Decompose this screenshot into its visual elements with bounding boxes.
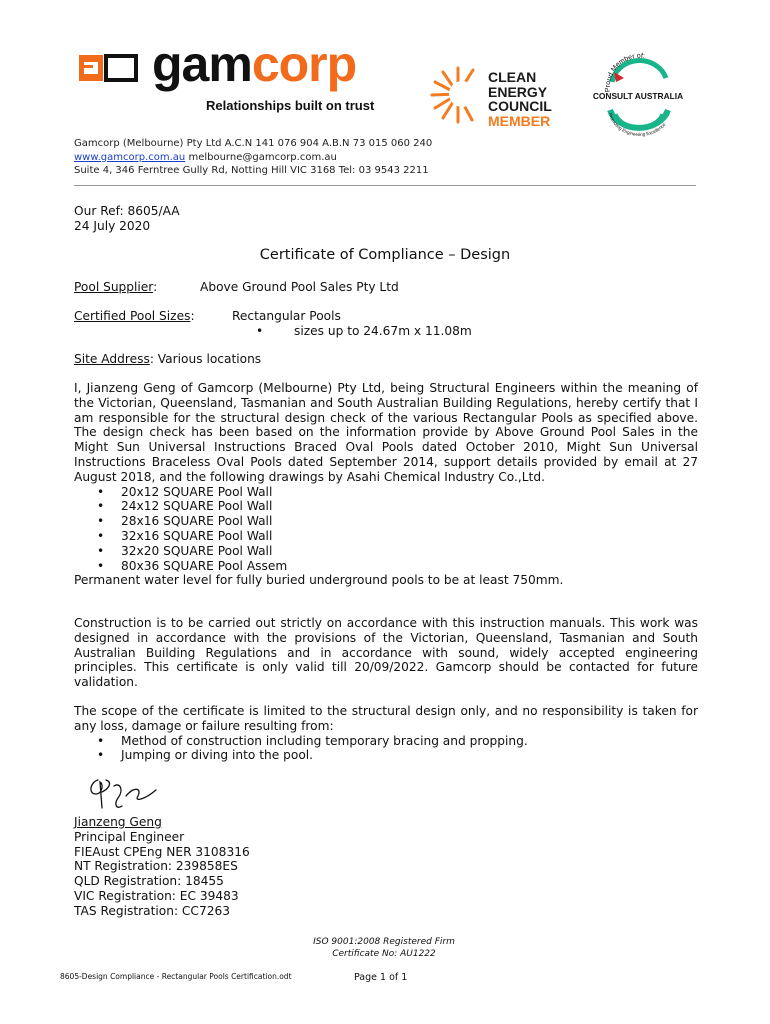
brand-corp: corp (251, 36, 357, 92)
tas-registration: TAS Registration: CC7263 (74, 903, 230, 918)
iso-line1: ISO 9001:2008 Registered Firm (313, 937, 455, 947)
vic-registration: VIC Registration: EC 39483 (74, 888, 239, 903)
gamcorp-logo-icon (78, 54, 138, 82)
footer-page-number: Page 1 of 1 (354, 972, 408, 983)
brand-gam: gam (152, 36, 252, 92)
list-item: • 24x12 SQUARE Pool Wall (74, 499, 698, 514)
signatory-name: Jianzeng Geng (74, 815, 162, 829)
scope-text: The scope of the certificate is limited to the structural design only, and no responsibility is taken for any loss, damage or failure resulting from: (74, 704, 698, 733)
water-level-note: Permanent water level for fully buried underground pools to be at least 750mm. (74, 573, 564, 588)
letter-date: 24 July 2020 (74, 218, 151, 233)
construction-paragraph: Construction is to be carried out strictly on accordance with this instruction manuals. This work was designed in accordance with the provisions of the Victorian, Queensland, Tasmanian and South Australian Building Regulations and in accordance with sound, widely accepted engineering principles. This certificate is only valid till 20/09/2022. Gamcorp should be contacted for future validation. (74, 616, 698, 690)
nt-registration: NT Registration: 239858ES (74, 859, 238, 874)
list-item: • 32x16 SQUARE Pool Wall (74, 529, 698, 544)
iso-block (274, 936, 494, 960)
pool-supplier-label: Pool Supplier: (74, 280, 158, 294)
list-item: • Jumping or diving into the pool. (74, 748, 698, 763)
signatory-title: Principal Engineer (74, 829, 185, 844)
list-item: • 28x16 SQUARE Pool Wall (74, 514, 698, 529)
list-item: • Method of construction including temporary bracing and propping. (74, 734, 698, 749)
bullet: • (256, 324, 264, 338)
cec-text (488, 70, 552, 128)
signatory-block (74, 815, 250, 919)
reference-block (74, 204, 180, 234)
contact-address: Suite 4, 346 Ferntree Gully Rd, Notting Hill VIC 3168 Tel: 03 9543 2211 (74, 165, 429, 176)
list-item: • 32x20 SQUARE Pool Wall (74, 544, 698, 559)
scope-paragraph (74, 704, 698, 763)
clean-energy-council-icon (428, 62, 482, 126)
website-link[interactable]: www.gamcorp.com.au (74, 151, 186, 163)
cec-line1: CLEAN (488, 69, 537, 85)
cec-line3: COUNCIL (488, 98, 552, 114)
ca-top-text: Proud Member of: (604, 52, 646, 93)
email: melbourne@gamcorp.com.au (185, 151, 337, 163)
company-registration: Gamcorp (Melbourne) Pty Ltd A.C.N 141 076 904 A.B.N 73 015 060 240 (74, 138, 433, 149)
pool-sizes-value: Rectangular Pools (232, 309, 341, 323)
qld-registration: QLD Registration: 18455 (74, 874, 224, 889)
drawings-list (74, 485, 698, 574)
gamcorp-brand (152, 36, 356, 92)
fieaust: FIEAust CPEng NER 3108316 (74, 844, 250, 859)
iso-line2: Certificate No: AU1222 (332, 949, 436, 959)
signature-icon (84, 770, 164, 814)
pool-sizes-label: Certified Pool Sizes: (74, 309, 195, 323)
divider (74, 185, 696, 186)
contact-block (74, 137, 432, 178)
page-title: Certificate of Compliance – Design (259, 247, 511, 263)
list-item: • 80x36 SQUARE Pool Assem (74, 559, 698, 574)
consult-australia-icon (588, 52, 688, 140)
contact-web-email (74, 151, 432, 165)
certification-text: I, Jianzeng Geng of Gamcorp (Melbourne) Pty Ltd, being Structural Engineers within the meaning of the Victorian, Queensland, Tasmanian and South Australian Building Regulations, hereby certify that I am responsible for the structural design check of the various Rectangular Pools as specified above. The design check has been based on the information provide by Above Ground Pool Sales in the Might Sun Universal Instructions Braced Oval Pools dated October 2010, Might Sun Universal Instructions Braceless Oval Pools dated September 2014, support details provided by email at 27 August 2018, and the following drawings by Asahi Chemical Industry Co.,Ltd. (74, 381, 698, 484)
certification-paragraph (74, 381, 698, 588)
ca-name: CONSULT AUSTRALIA (592, 91, 684, 101)
our-ref: Our Ref: 8605/AA (74, 204, 180, 218)
site-address: Site Address: Various locations (74, 352, 262, 366)
footer-filename: 8605-Design Compliance - Rectangular Pools Certification.odt (60, 972, 292, 981)
pool-sizes-detail: sizes up to 24.67m x 11.08m (294, 324, 472, 338)
exclusions-list (74, 734, 698, 764)
cec-line2: ENERGY (488, 83, 548, 100)
cec-line4: MEMBER (488, 112, 551, 129)
tagline: Relationships built on trust (206, 98, 375, 113)
list-item: • 20x12 SQUARE Pool Wall (74, 485, 698, 500)
pool-supplier-value: Above Ground Pool Sales Pty Ltd (200, 280, 399, 294)
ca-bottom-text: Promoting Engineering Excellence (607, 112, 667, 138)
svg-text:Proud Member of: (605, 53, 646, 93)
